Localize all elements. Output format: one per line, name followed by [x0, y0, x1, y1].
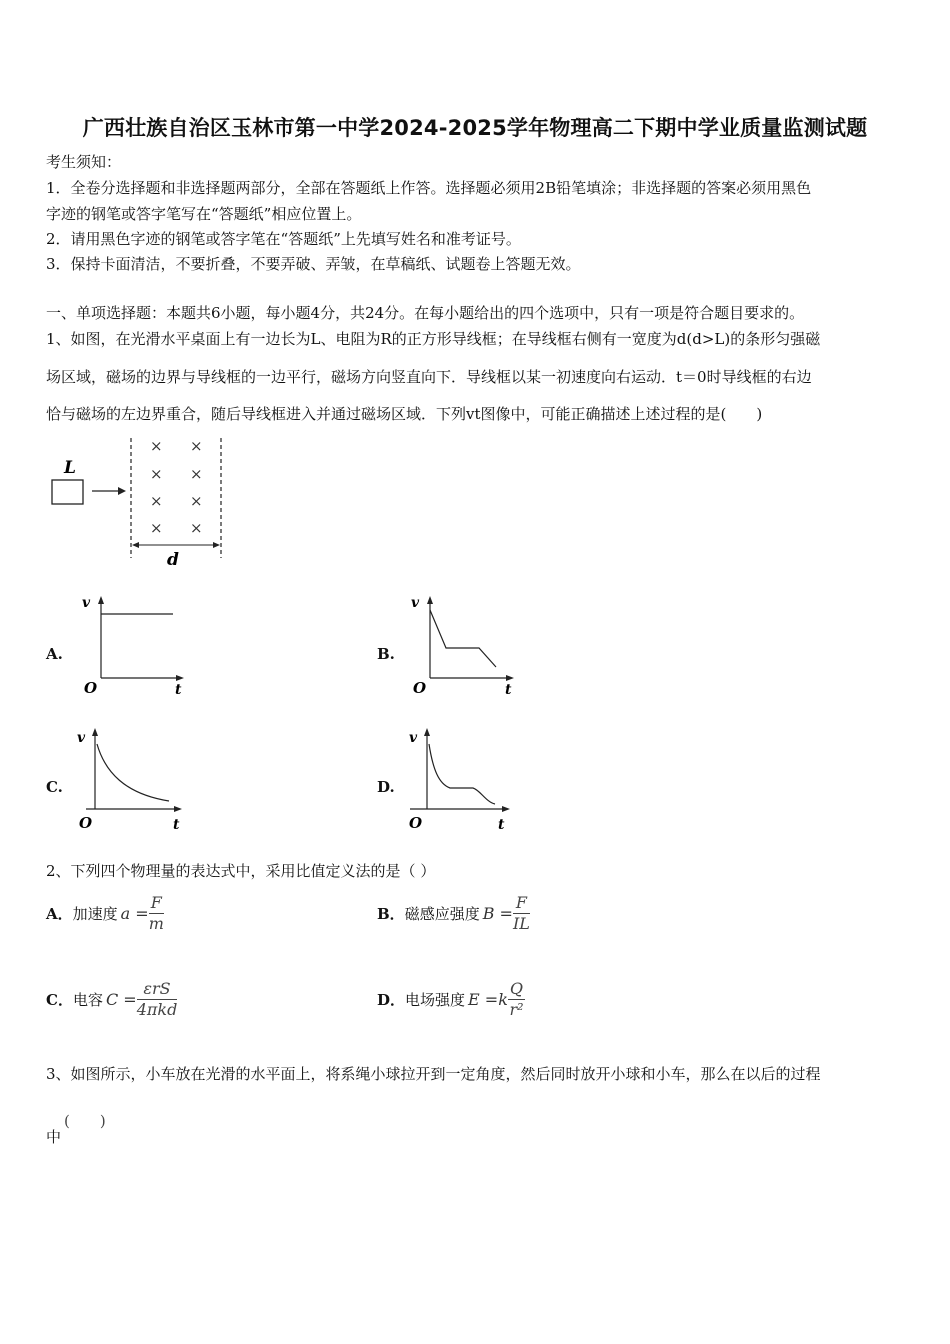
question-1-line: 恰与磁场的左边界重合，随后导线框进入并通过磁场区域．下列vt图像中，可能正确描述上述过程的是( ): [46, 405, 763, 423]
question-1-line: 1、如图，在光滑水平桌面上有一边长为L、电阻为R的正方形导线框；在导线框右侧有一宽度为d(d>L)的条形匀强磁: [46, 330, 821, 348]
vt-curve: [429, 744, 495, 804]
formula-numerator: εrS: [137, 979, 178, 1000]
formula-prefix: k: [498, 990, 508, 1009]
notice-item: 1．全卷分选择题和非选择题两部分，全部在答题纸上作答。选择题必须用2B铅笔填涂；非选择题的答案必须用黑色: [46, 179, 812, 197]
formula-lhs: a =: [120, 904, 149, 923]
q2-option-b[interactable]: [377, 893, 530, 934]
q2-option-b-name: 磁感应强度: [404, 905, 480, 923]
answer-paren: ( ): [64, 1112, 106, 1130]
formula-lhs: C =: [105, 990, 137, 1009]
page-title: 广西壮族自治区玉林市第一中学2024-2025学年物理高二下期中学业质量监测试题: [82, 116, 868, 140]
option-a-label[interactable]: A.: [46, 645, 63, 663]
q2-option-d-name: 电场强度: [405, 991, 466, 1009]
field-diagram: [40, 436, 240, 571]
square-frame: [52, 480, 83, 504]
formula-fraction: [137, 979, 178, 1020]
axis-arrow-icon: [424, 728, 430, 736]
t-label: t: [498, 817, 505, 833]
origin-label: O: [409, 814, 423, 832]
formula-lhs: E =: [468, 990, 499, 1009]
graph-a[interactable]: [76, 590, 196, 700]
formula-numerator: Q: [509, 979, 524, 998]
formula-denominator: 4πkd: [136, 1000, 178, 1019]
field-x-icon: ×: [150, 465, 163, 483]
option-b-label[interactable]: B.: [377, 645, 395, 663]
axis-arrow-icon: [98, 596, 104, 604]
option-d-label[interactable]: D.: [377, 778, 395, 796]
notice-item: 2．请用黑色字迹的钢笔或答字笔在“答题纸”上先填写姓名和准考证号。: [46, 230, 521, 248]
section-heading: 一、单项选择题：本题共6小题，每小题4分，共24分。在每小题给出的四个选项中，只有一项是符合题目要求的。: [46, 304, 805, 322]
q2-option-c-label: C．: [46, 991, 73, 1009]
formula-fraction: [149, 893, 164, 934]
q2-option-a[interactable]: [46, 893, 164, 934]
q2-option-d-label: D．: [377, 991, 406, 1009]
width-label: d: [167, 550, 179, 570]
formula-numerator: F: [149, 893, 164, 914]
vt-curve: [97, 744, 169, 801]
formula-lhs: B =: [482, 904, 513, 923]
option-c-label[interactable]: C.: [46, 778, 63, 796]
axis-arrow-icon: [502, 806, 510, 812]
t-label: t: [175, 682, 182, 698]
field-symbols: [150, 437, 203, 537]
t-label: t: [505, 682, 512, 698]
arrow-head-icon: [118, 487, 126, 495]
graph-c[interactable]: [70, 722, 190, 836]
graph-d[interactable]: [402, 722, 522, 836]
q2-option-b-label: B．: [377, 905, 405, 923]
field-x-icon: ×: [150, 437, 163, 455]
formula-denominator: r²: [509, 1000, 524, 1019]
origin-label: O: [84, 679, 98, 697]
formula-fraction: [508, 979, 525, 1020]
q2-option-a-label: A．: [46, 905, 73, 923]
origin-label: O: [79, 814, 93, 832]
question-3-line: 中: [46, 1128, 62, 1146]
v-label: v: [82, 595, 91, 611]
v-label: v: [409, 730, 418, 746]
formula-numerator: F: [513, 893, 530, 914]
q2-option-d[interactable]: [377, 979, 525, 1020]
graph-b[interactable]: [408, 590, 528, 700]
field-x-icon: ×: [150, 519, 163, 537]
v-label: v: [411, 595, 420, 611]
dim-arrow-right-icon: [213, 542, 220, 548]
axis-arrow-icon: [506, 675, 514, 681]
field-x-icon: ×: [150, 492, 163, 510]
origin-label: O: [413, 679, 427, 697]
field-x-icon: ×: [190, 519, 203, 537]
field-x-icon: ×: [190, 465, 203, 483]
notice-item: 3．保持卡面清洁，不要折叠，不要弄破、弄皱，在草稿纸、试题卷上答题无效。: [46, 255, 581, 273]
q2-option-c-name: 电容: [72, 991, 103, 1009]
field-x-icon: ×: [190, 437, 203, 455]
v-label: v: [77, 730, 86, 746]
notice-heading: 考生须知：: [46, 153, 122, 171]
field-x-icon: ×: [190, 492, 203, 510]
q2-option-a-name: 加速度: [72, 905, 118, 923]
notice-item: 字迹的钢笔或答字笔写在“答题纸”相应位置上。: [46, 205, 362, 223]
formula-denominator: IL: [512, 914, 530, 933]
question-2-stem: 2、下列四个物理量的表达式中，采用比值定义法的是（ ）: [46, 862, 436, 880]
axis-arrow-icon: [427, 596, 433, 604]
q2-option-c[interactable]: [46, 979, 177, 1020]
axis-arrow-icon: [92, 728, 98, 736]
question-3-line: 3、如图所示，小车放在光滑的水平面上，将系绳小球拉开到一定角度，然后同时放开小球和小车，那么在以后的过程: [46, 1065, 821, 1083]
vt-curve: [430, 610, 496, 667]
question-1-line: 场区域，磁场的边界与导线框的一边平行，磁场方向竖直向下．导线框以某一初速度向右运动．t＝0时导线框的右边: [46, 368, 812, 386]
dim-arrow-left-icon: [132, 542, 139, 548]
axis-arrow-icon: [174, 806, 182, 812]
axis-arrow-icon: [176, 675, 184, 681]
formula-fraction: [513, 893, 530, 934]
frame-label: L: [64, 458, 76, 478]
t-label: t: [173, 817, 180, 833]
formula-denominator: m: [148, 914, 164, 933]
